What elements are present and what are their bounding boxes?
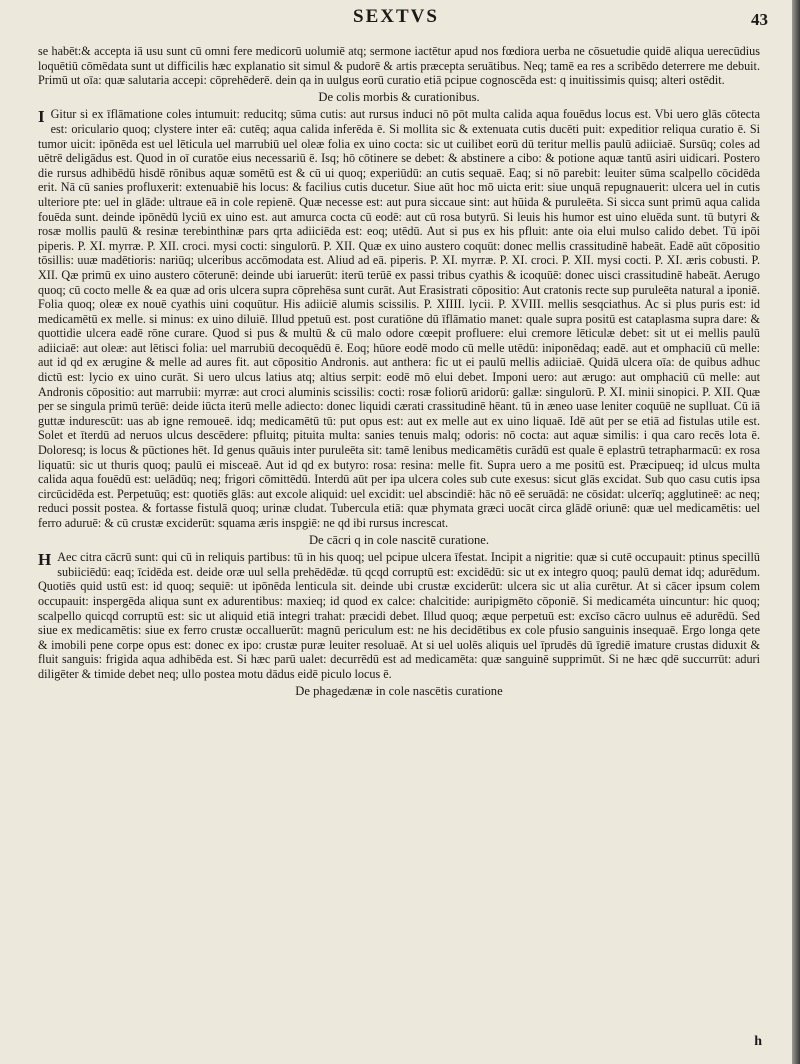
section-heading: De colis morbis & curationibus.: [318, 89, 480, 104]
page-edge: [792, 0, 800, 1064]
catchword: h: [754, 1034, 762, 1049]
paragraph-text: Gitur si ex īflāmatione coles intumuit: reducitq; sūma cutis: aut rursus induci nō pōt multa calida aqua fouēdus locus est. Vbi uero glās cōtecta est: oriculario quoq; clystere inter eā: cutēq; aqua calida inferēda ē. Si mollita sic & extenuata cutis ducēti puit: expeditior reliqua curatio ē. Si tumor uicit: ipōnēda est uel lēticula uel marrubiū uel oleæ folia ex uino cocta: sic ut cuilibet eorū dū teritur mellis paulū adiiciaē. Sursūq; coles ad uētrē deligādus est. Quod in oī curatōe eius necessariū ē. Isq; hō cōtinere se debet: & abstinere a cibo: & potione aquæ tantū asiri uidicari. Postero die rursus adhibēdū hisdē rōnibus aquæ somētū est & cū ui quoq; experiūdū: an cutis sequaē. Eaq; si nō parebit: leuiter sūma scalpello cōcidēda erit. Nā cū sanies profluxerit: extenuabiē his locus: & facilius cutis ducetur. Siue aūt hoc mō uicta erit: siue unquā repugnauerit: ulcera uel in cutis ulteriore pte: uel in glāde: ultraue eā in cole repienē. Quæ necesse est: aut pura siccaue sint: aut hūida & puruleēta. Si sicca sunt primū aqua calida fouēda sunt. deinde ipōnēdū lyciū ex uino est. aut amurca cocta cū eodē: aut cū rosa butyrū. Si leuis his humor est uino eluēda sunt. tū butyri & rosæ mollis paulū & resinæ terebinthinæ pars qrta adiiciēda est: eoq; utēdū. Aut si pus ex his pfluit: ante oia elui mulso calido debet. Tū ipōi piperis. P. XI. myrræ. P. XII. croci. mysi cocti: singulorū. P. XII. Quæ ex uino austero coquūt: donec mellis crassitudinē habeāt. Eadē aūt cōpositio tōsillis: uuæ madētioris: nariūq; ulceribus accōmodata est. Aliud ad eā. piperis. P. XI. myrræ. P. XI. croci. P. XII. mysi cocti. P. XI. æris cobusti. P. XII. Qæ primū ex uino austero cōterunē: deinde ubi iaruerūt: iterū terūē ex passi tribus cyathis & icoquūē: donec uisci crassitudinē habeāt. Aerugo quoq; cū cocto melle & ea quæ ad oris ulcera supra cōprehēsa sunt curāt. Aut Erasistrati cōpositio: Aut cratonis recte sup puruleēta natural a iponiē. Folia quoq; oleæ ex nouē cyathis uini coquūtur. His adiiciē alumis scissilis. P. XIIII. lycii. P. XVIII. mellis sesqciathus. Ac si plus puris est: id medicamētū ex melle. si minus: ex uino diluiē. Illud ppetuū est. post curatiōne dū īflāmatio manet: quale supra positū est cataplasma supra dare: & quottidie ulcera eadē rōne curare. Quod si pus & multū & cū malo odore cœepit profluere: elui cremore lēticulæ debet: sit ut ei mellis paulū adiiciaē: aut oleæ: aut lētisci folia: uel marrubiū decoquēdū ē. Eoq; hūore eodē modo cū melle utēdū: iniponēdaq; eadē. aut et omphaciū cū melle: aut id qd ex ærugine & melle ad aures fit. aut cōpositio Andronis. aut anthera: fic ut ei paulū mellis adiiciaē. Quidā ulcera oīa: de quibus adhuc dictū est: lycio ex uino curāt. Si uero ulcus latius atq; altius serpit: eodē mō elui debet. Imponi uero: aut ærugo: aut omphaciū cū melle: aut Andronis cōpositio: aut marrubii: myrræ: aut croci aluminis scissilis: cocti: rosæ foliorū aridorū: gallæ: singulorū. P. XI. minii sinopici. P. XII. Quæ per se singula primū terūē: deide iūcta iterū melle adiecto: donec liquidi cærati crassitudinē hēant. tū in æneo uase leniter coquūē ne suplluat. Cū iā guttæ indurescūt: uas ab igne remoueē. idq; medicamētū tū: put opus est: aut ex melle aut ex uino liquaē. Idē aūt per se etiā ad fistulas utile est. Solet et īterdū ad neruos ulcus descēdere: pfluitq; pituita multa: sanies tenuis malq; odoris: nō cocta: aut aquæ similis: i qua caro recēs lota ē. Doloresq; is locus & pūctiones hēt. Id genus quāuis inter puruleēta sit: tamē lenibus medicamētis curādū est quale ē eplastrū tetrapharmacū: ex rosa liquatū: sic ut thuris quoq; paulū ei misceaē. Aut id qd ex butyro: rosa: resina: melle fit. Supra uero a me positū est. Præcipueq; id ulcus multa calida aqua fouēdū est: uelādūq; neq; frigori cōmittēdū. Interdū aūt per ipa ulcera coles sub cute exesus: sicut glās excidat. Sub quo casu cutis ipsa circūcidēda est. Perpetuūq; est: quotiēs glās: aut excole aliquid: uel excidit: uel abscindiē: hāc nō eē seruādā: ne cōsidat: ulcerīq; agglutineē: ac neq; reduci possit postea. & fortasse fistulā quoq; urinæ cludat. Tubercula etiā: quæ phymata græci uocāt circa glādē oriunē: quæ uel medicamētis: uel ferro aduruē: & cū crustæ exciderūt: squama æris inspgiē: ne qd ibi rursus increscat.: [38, 107, 760, 530]
paragraph-text: Aec citra cācrū sunt: qui cū in reliquis partibus: tū in his quoq; uel pcipue ulcera īfestat. Incipit a nigritie: quæ si cutē occupauit: ptinus specillū subiiciēdū: eaq; īcidēda est. deide oræ uul sella prehēdēdæ. tū qcqd corruptū est: excidēdū: sic ut ex integro quoq; paulū demat idq; adurēdum. Quotiēs quid ustū est: id quoq; sequiē: ut ipōnēda lenticula sit. deinde ubi crustæ exciderūt: ulcera sic ut alia curētur. At si cācer ipsum colem occupauit: inspergēda aliqua sunt ex adurentibus: maxieq; id quod ex calce: chalcitide: auripigmēto cōponiē. Si medicaméta uincuntur: hic quoq; scalpello quicqd corruptū est: sic ut aliquid etiā integri trahat: præcidi debet. Illud quoq; æque perpetuū est: excīso cācro uulnus eē adurēdū. Sed siue ex medicamētis: siue ex ferro crustæ occalluerūt: magnū periculum est: ne his decidētibus ex cole pfusio sanguinis insequaē. Ergo longa qete & imobili pene corpe opus est: donec ex ipo: crustæ puræ leuiter resoluaē. At si uel uolēs aliquis uel īprudēs dū īgrediē imature crustas diduxit & fluit sanguis: frigida aqua adhibēda est. Si hæc parū ualet: decurrēdū est ad medicamēta: quæ sanguinē supprimūt. Si ne hæc qdē succurrūt: aduri diligēter & timide debet neq; ullo postea motu dādus eidē piculo locus ē.: [38, 550, 760, 681]
initial-letter: I: [38, 107, 45, 127]
running-title: SEXTVS: [353, 6, 439, 27]
section-heading: De phagedænæ in cole nascētis curatione: [295, 683, 503, 698]
section-heading: De cācri q in cole nascitē curatione.: [308, 532, 490, 547]
initial-letter: H: [38, 550, 52, 570]
folio-number: 43: [751, 10, 768, 29]
running-head: [0, 6, 792, 36]
intro-paragraph: se habēt:& accepta iā usu sunt cū omni fere medicorū uolumiē atq; sermone iactētur apud nos fœdiora uerba ne cōsuetudie quidē aliqua uerecūdius loquētiū cōmēdata sunt ut difficilis hæc explanatio sit simul & pudorē & artis præcepta seruātibus. Neq; tamē ea res a scribēdo deterrere me debuit. Primū ut oīa: quæ salutaria accepi: cōprehēderē. dein qa in uulgus eorū curatio etiā pcipue cognoscēda est: q inuitissimis quisq; alteri ostēdit.: [38, 44, 760, 88]
paragraph: [38, 107, 760, 530]
paragraph: [38, 550, 760, 681]
main-text: [38, 44, 760, 701]
